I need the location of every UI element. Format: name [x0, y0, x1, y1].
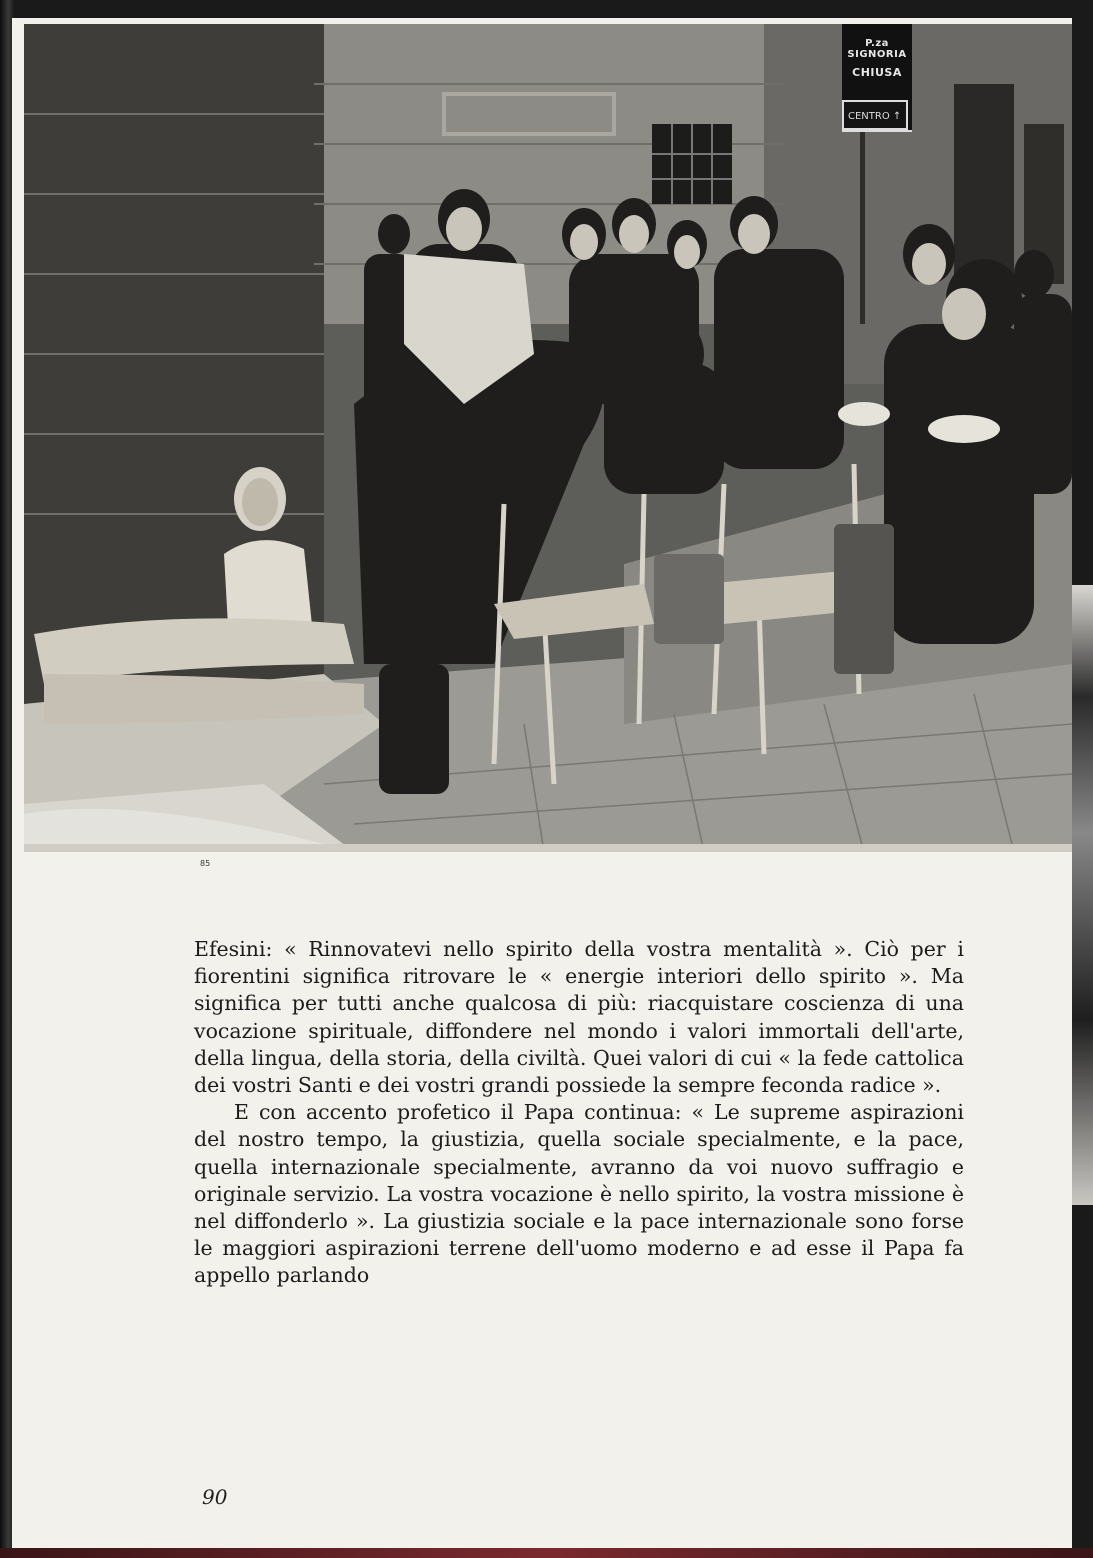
direction-sign-label: CENTRO: [848, 111, 890, 122]
paragraph-2: E con accento profetico il Papa continua: « Le supreme aspirazioni del nostro tempo, la giustizia, quella sociale specialmente, e la pace, quella internazionale specialmente, avranno da voi nuovo suffragio e originale servizio. La vostra vocazione è nello spirito, la vostra missione è nel diffonderlo ». La giustizia sociale e la pace internazionale sono forse le maggiori aspirazioni terrene dell'uomo moderno e ad esse il Papa fa appello parlando: [194, 1100, 964, 1288]
up-arrow-icon: ↑: [892, 111, 902, 122]
paragraph-1: Efesini: « Rinnovatevi nello spirito della vostra mentalità ». Ciò per i fiorentini significa ritrovare le « energie interiori dello spirito ». Ma significa per tutti anche qualcosa di più: riacquistare coscienza di una vocazione spirituale, diffondere nel mondo i valori immortali dell'arte, della lingua, della storia, della civiltà. Quei valori di cui « la fede cattolica dei vostri Santi e dei vostri grandi possiede la sempre feconda radice ».: [194, 937, 964, 1098]
sign-line-2: CHIUSA: [852, 66, 902, 79]
figure-number: 85: [200, 859, 211, 868]
page-number: 90: [202, 1485, 228, 1509]
street-photograph: [24, 24, 1072, 852]
book-cover-edge: [0, 1548, 1093, 1558]
photo-scene: [24, 24, 1072, 852]
body-text: [194, 936, 964, 1290]
adjacent-page-edge: [1072, 585, 1093, 1205]
sign-line-1: P.za SIGNORIA: [847, 38, 907, 60]
direction-sign: [842, 100, 908, 130]
book-page: [12, 18, 1072, 1548]
